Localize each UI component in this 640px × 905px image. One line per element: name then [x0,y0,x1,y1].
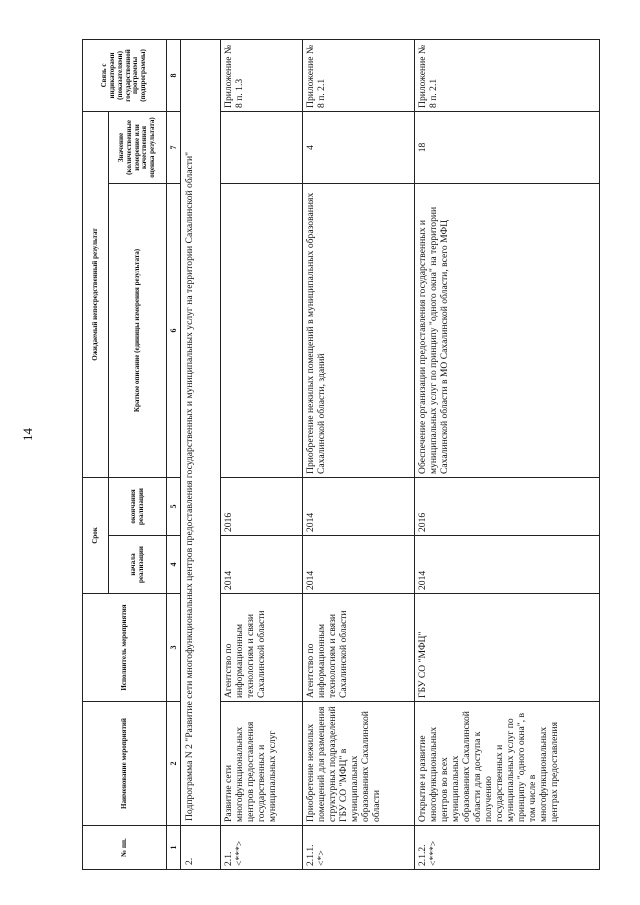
row-start: 2014 [221,536,303,594]
row-start: 2014 [303,536,415,594]
row-end: 2016 [221,477,303,535]
header-num: № пп. [83,826,167,870]
header-executor: Исполнитель мероприятия [83,594,167,702]
row-num: 2.1. <***> [221,826,303,870]
row-value [221,111,303,183]
page-number: 14 [20,428,35,441]
row-executor: Агентство по информационным технологиям и связи Сахалинской области [221,594,303,702]
row-brief: Обеспечение организации предоставления государственных и муниципальных услуг по принципу "одного окна" на территории Сахалинской области в МО Сахалинской области, всего МФЦ [415,183,600,477]
subprogram-num: 2. [181,826,221,870]
column-number: 2 [167,702,181,826]
header-brief-description: Краткое описание (единицы измерения результата) [109,183,167,477]
header-expected-result: Ожидаемый непосредственный результат [83,111,109,477]
column-number: 5 [167,477,181,535]
row-end: 2016 [415,477,600,535]
header-end: окончания реализации [109,477,167,535]
row-name: Развитие сети многофункциональных центров предоставления государственных и муниципальных услуг [221,702,303,826]
row-name: Открытие и развитие многофункциональных центров во всех муниципальных образованиях Сахалинской области для доступа к получению государственных и муниципальных услуг по принципу "одного окна", в том числе в многофункциональных центрах предоставления [415,702,600,826]
column-number: 3 [167,594,181,702]
row-link: Приложение № 8 п. 2.1 [303,39,415,111]
subprogram-title: Подпрограмма N 2 "Развитие сети многофункциональных центров предоставления государственных и муниципальных услуг на территории Сахалинской области" [181,39,221,825]
table-row [221,39,303,869]
row-end: 2014 [303,477,415,535]
row-name: Приобретение нежилых помещений для размещения структурных подразделений ГБУ СО "МФЦ" в муниципальных образованиях Сахалинской области [303,702,415,826]
row-brief [221,183,303,477]
table-row [415,39,600,869]
row-executor: Агентство по информационным технологиям и связи Сахалинской области [303,594,415,702]
row-brief: Приобретение нежилых помещений в муниципальных образованиях Сахалинской области, зданий [303,183,415,477]
row-start: 2014 [415,536,600,594]
row-value: 4 [303,111,415,183]
row-link: Приложение № 8 п. 2.1 [415,39,600,111]
rotated-table-container [82,40,599,870]
column-number: 1 [167,826,181,870]
row-link: Приложение № 8 п. 1.3 [221,39,303,111]
table-row [303,39,415,869]
row-num: 2.1.2. <***> [415,826,600,870]
header-start: начала реализации [109,536,167,594]
column-number: 6 [167,183,181,477]
header-name: Наименование мероприятий [83,702,167,826]
column-number: 7 [167,111,181,183]
header-term: Срок [83,477,109,593]
activities-table [82,39,600,870]
row-executor: ГБУ СО "МФЦ" [415,594,600,702]
row-num: 2.1.1. <*> [303,826,415,870]
header-link: Связь с индикаторами (показателями) государственной программы (подпрограммы) [83,39,167,111]
column-number: 4 [167,536,181,594]
row-value: 18 [415,111,600,183]
header-value: Значение (количественные измерение или качественная оценка результата) [109,111,167,183]
column-number: 8 [167,39,181,111]
